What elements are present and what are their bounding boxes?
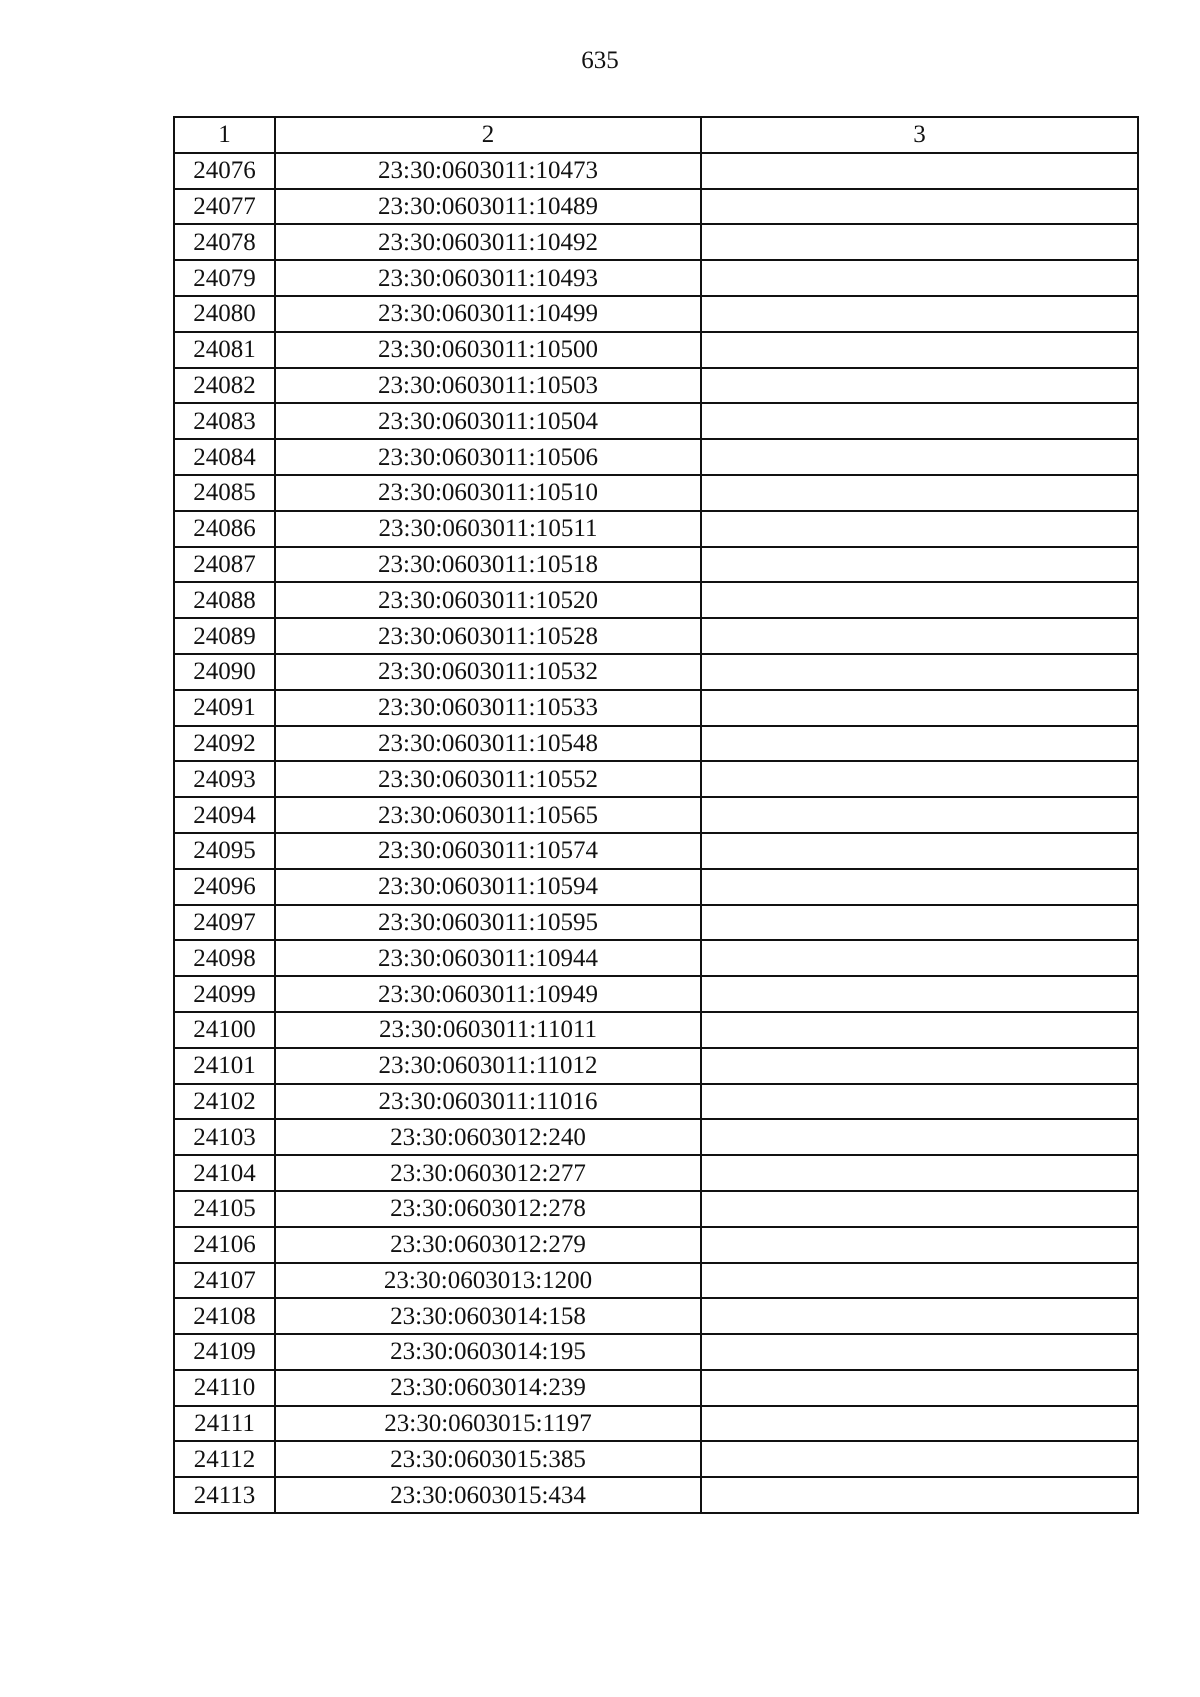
table-row — [174, 1191, 1138, 1227]
table-row — [174, 1477, 1138, 1513]
row-number-cell: 24088 — [174, 582, 275, 618]
cadastral-number-cell: 23:30:0603014:158 — [275, 1298, 701, 1334]
note-cell — [701, 511, 1138, 547]
column-header-1: 1 — [174, 117, 275, 153]
row-number-cell: 24100 — [174, 1012, 275, 1048]
row-number-cell: 24097 — [174, 905, 275, 941]
table-row — [174, 368, 1138, 404]
table-row — [174, 189, 1138, 225]
row-number-cell: 24094 — [174, 797, 275, 833]
table-row — [174, 690, 1138, 726]
row-number-cell: 24077 — [174, 189, 275, 225]
note-cell — [701, 153, 1138, 189]
table-row — [174, 833, 1138, 869]
note-cell — [701, 403, 1138, 439]
row-number-cell: 24080 — [174, 296, 275, 332]
row-number-cell: 24090 — [174, 654, 275, 690]
note-cell — [701, 869, 1138, 905]
cadastral-number-cell: 23:30:0603011:10552 — [275, 761, 701, 797]
note-cell — [701, 905, 1138, 941]
row-number-cell: 24082 — [174, 368, 275, 404]
row-number-cell: 24081 — [174, 332, 275, 368]
column-header-2: 2 — [275, 117, 701, 153]
row-number-cell: 24079 — [174, 260, 275, 296]
row-number-cell: 24089 — [174, 618, 275, 654]
row-number-cell: 24099 — [174, 976, 275, 1012]
cadastral-number-cell: 23:30:0603011:10510 — [275, 475, 701, 511]
note-cell — [701, 833, 1138, 869]
row-number-cell: 24101 — [174, 1048, 275, 1084]
cadastral-number-cell: 23:30:0603011:10528 — [275, 618, 701, 654]
table-row — [174, 582, 1138, 618]
note-cell — [701, 1441, 1138, 1477]
row-number-cell: 24112 — [174, 1441, 275, 1477]
page-number: 635 — [581, 47, 619, 74]
cadastral-number-cell: 23:30:0603012:279 — [275, 1227, 701, 1263]
cadastral-number-cell: 23:30:0603011:10574 — [275, 833, 701, 869]
row-number-cell: 24096 — [174, 869, 275, 905]
row-number-cell: 24084 — [174, 439, 275, 475]
note-cell — [701, 1334, 1138, 1370]
table-row — [174, 260, 1138, 296]
cadastral-number-cell: 23:30:0603011:10504 — [275, 403, 701, 439]
cadastral-number-cell: 23:30:0603015:1197 — [275, 1406, 701, 1442]
table-row — [174, 153, 1138, 189]
cadastral-number-cell: 23:30:0603011:10506 — [275, 439, 701, 475]
note-cell — [701, 1048, 1138, 1084]
table-row — [174, 940, 1138, 976]
note-cell — [701, 224, 1138, 260]
table-row — [174, 403, 1138, 439]
cadastral-number-cell: 23:30:0603011:10473 — [275, 153, 701, 189]
note-cell — [701, 1012, 1138, 1048]
note-cell — [701, 1155, 1138, 1191]
note-cell — [701, 1477, 1138, 1513]
table-row — [174, 1155, 1138, 1191]
cadastral-number-cell: 23:30:0603012:278 — [275, 1191, 701, 1227]
table-row — [174, 296, 1138, 332]
table-row — [174, 1406, 1138, 1442]
cadastral-number-cell: 23:30:0603011:10503 — [275, 368, 701, 404]
cadastral-number-cell: 23:30:0603015:385 — [275, 1441, 701, 1477]
table-row — [174, 869, 1138, 905]
row-number-cell: 24095 — [174, 833, 275, 869]
note-cell — [701, 654, 1138, 690]
row-number-cell: 24092 — [174, 726, 275, 762]
note-cell — [701, 582, 1138, 618]
note-cell — [701, 797, 1138, 833]
cadastral-number-cell: 23:30:0603011:10500 — [275, 332, 701, 368]
cadastral-number-cell: 23:30:0603014:239 — [275, 1370, 701, 1406]
row-number-cell: 24111 — [174, 1406, 275, 1442]
note-cell — [701, 726, 1138, 762]
cadastral-number-cell: 23:30:0603011:11011 — [275, 1012, 701, 1048]
row-number-cell: 24104 — [174, 1155, 275, 1191]
table-row — [174, 905, 1138, 941]
table-row — [174, 511, 1138, 547]
row-number-cell: 24113 — [174, 1477, 275, 1513]
note-cell — [701, 1084, 1138, 1120]
row-number-cell: 24107 — [174, 1263, 275, 1299]
cadastral-number-cell: 23:30:0603011:10499 — [275, 296, 701, 332]
row-number-cell: 24085 — [174, 475, 275, 511]
note-cell — [701, 1406, 1138, 1442]
table-row — [174, 547, 1138, 583]
note-cell — [701, 260, 1138, 296]
row-number-cell: 24110 — [174, 1370, 275, 1406]
note-cell — [701, 332, 1138, 368]
cadastral-number-cell: 23:30:0603012:240 — [275, 1119, 701, 1155]
row-number-cell: 24102 — [174, 1084, 275, 1120]
row-number-cell: 24078 — [174, 224, 275, 260]
table-row — [174, 1370, 1138, 1406]
note-cell — [701, 1263, 1138, 1299]
note-cell — [701, 1298, 1138, 1334]
row-number-cell: 24103 — [174, 1119, 275, 1155]
row-number-cell: 24098 — [174, 940, 275, 976]
note-cell — [701, 189, 1138, 225]
table-row — [174, 1227, 1138, 1263]
cadastral-number-cell: 23:30:0603011:10493 — [275, 260, 701, 296]
note-cell — [701, 1119, 1138, 1155]
table-row — [174, 1263, 1138, 1299]
table-row — [174, 726, 1138, 762]
row-number-cell: 24105 — [174, 1191, 275, 1227]
row-number-cell: 24091 — [174, 690, 275, 726]
note-cell — [701, 976, 1138, 1012]
cadastral-number-cell: 23:30:0603011:10518 — [275, 547, 701, 583]
row-number-cell: 24087 — [174, 547, 275, 583]
cadastral-number-cell: 23:30:0603011:10949 — [275, 976, 701, 1012]
row-number-cell: 24083 — [174, 403, 275, 439]
cadastral-number-cell: 23:30:0603011:10548 — [275, 726, 701, 762]
table-row — [174, 475, 1138, 511]
table-row — [174, 1119, 1138, 1155]
registry-table — [173, 116, 1139, 1514]
row-number-cell: 24106 — [174, 1227, 275, 1263]
note-cell — [701, 940, 1138, 976]
cadastral-number-cell: 23:30:0603011:10944 — [275, 940, 701, 976]
cadastral-number-cell: 23:30:0603011:10492 — [275, 224, 701, 260]
cadastral-number-cell: 23:30:0603011:10532 — [275, 654, 701, 690]
table-body — [174, 153, 1138, 1513]
row-number-cell: 24076 — [174, 153, 275, 189]
table-row — [174, 1048, 1138, 1084]
table-row — [174, 761, 1138, 797]
row-number-cell: 24086 — [174, 511, 275, 547]
note-cell — [701, 439, 1138, 475]
table-row — [174, 1012, 1138, 1048]
cadastral-number-cell: 23:30:0603012:277 — [275, 1155, 701, 1191]
cadastral-number-cell: 23:30:0603011:10565 — [275, 797, 701, 833]
table-row — [174, 1298, 1138, 1334]
cadastral-number-cell: 23:30:0603013:1200 — [275, 1263, 701, 1299]
table-row — [174, 1334, 1138, 1370]
note-cell — [701, 761, 1138, 797]
row-number-cell: 24109 — [174, 1334, 275, 1370]
note-cell — [701, 547, 1138, 583]
cadastral-number-cell: 23:30:0603011:10595 — [275, 905, 701, 941]
note-cell — [701, 1227, 1138, 1263]
table-row — [174, 332, 1138, 368]
cadastral-number-cell: 23:30:0603011:10489 — [275, 189, 701, 225]
note-cell — [701, 618, 1138, 654]
cadastral-number-cell: 23:30:0603011:11012 — [275, 1048, 701, 1084]
cadastral-number-cell: 23:30:0603011:10533 — [275, 690, 701, 726]
cadastral-number-cell: 23:30:0603011:10594 — [275, 869, 701, 905]
table-row — [174, 797, 1138, 833]
table-row — [174, 224, 1138, 260]
note-cell — [701, 296, 1138, 332]
note-cell — [701, 475, 1138, 511]
note-cell — [701, 690, 1138, 726]
cadastral-number-cell: 23:30:0603011:10511 — [275, 511, 701, 547]
cadastral-number-cell: 23:30:0603011:11016 — [275, 1084, 701, 1120]
note-cell — [701, 1370, 1138, 1406]
row-number-cell: 24108 — [174, 1298, 275, 1334]
note-cell — [701, 1191, 1138, 1227]
table-header-row — [174, 117, 1138, 153]
column-header-3: 3 — [701, 117, 1138, 153]
cadastral-number-cell: 23:30:0603011:10520 — [275, 582, 701, 618]
table-row — [174, 439, 1138, 475]
table-row — [174, 618, 1138, 654]
table-row — [174, 654, 1138, 690]
cadastral-number-cell: 23:30:0603015:434 — [275, 1477, 701, 1513]
table-row — [174, 976, 1138, 1012]
row-number-cell: 24093 — [174, 761, 275, 797]
cadastral-number-cell: 23:30:0603014:195 — [275, 1334, 701, 1370]
table-row — [174, 1084, 1138, 1120]
table-row — [174, 1441, 1138, 1477]
note-cell — [701, 368, 1138, 404]
